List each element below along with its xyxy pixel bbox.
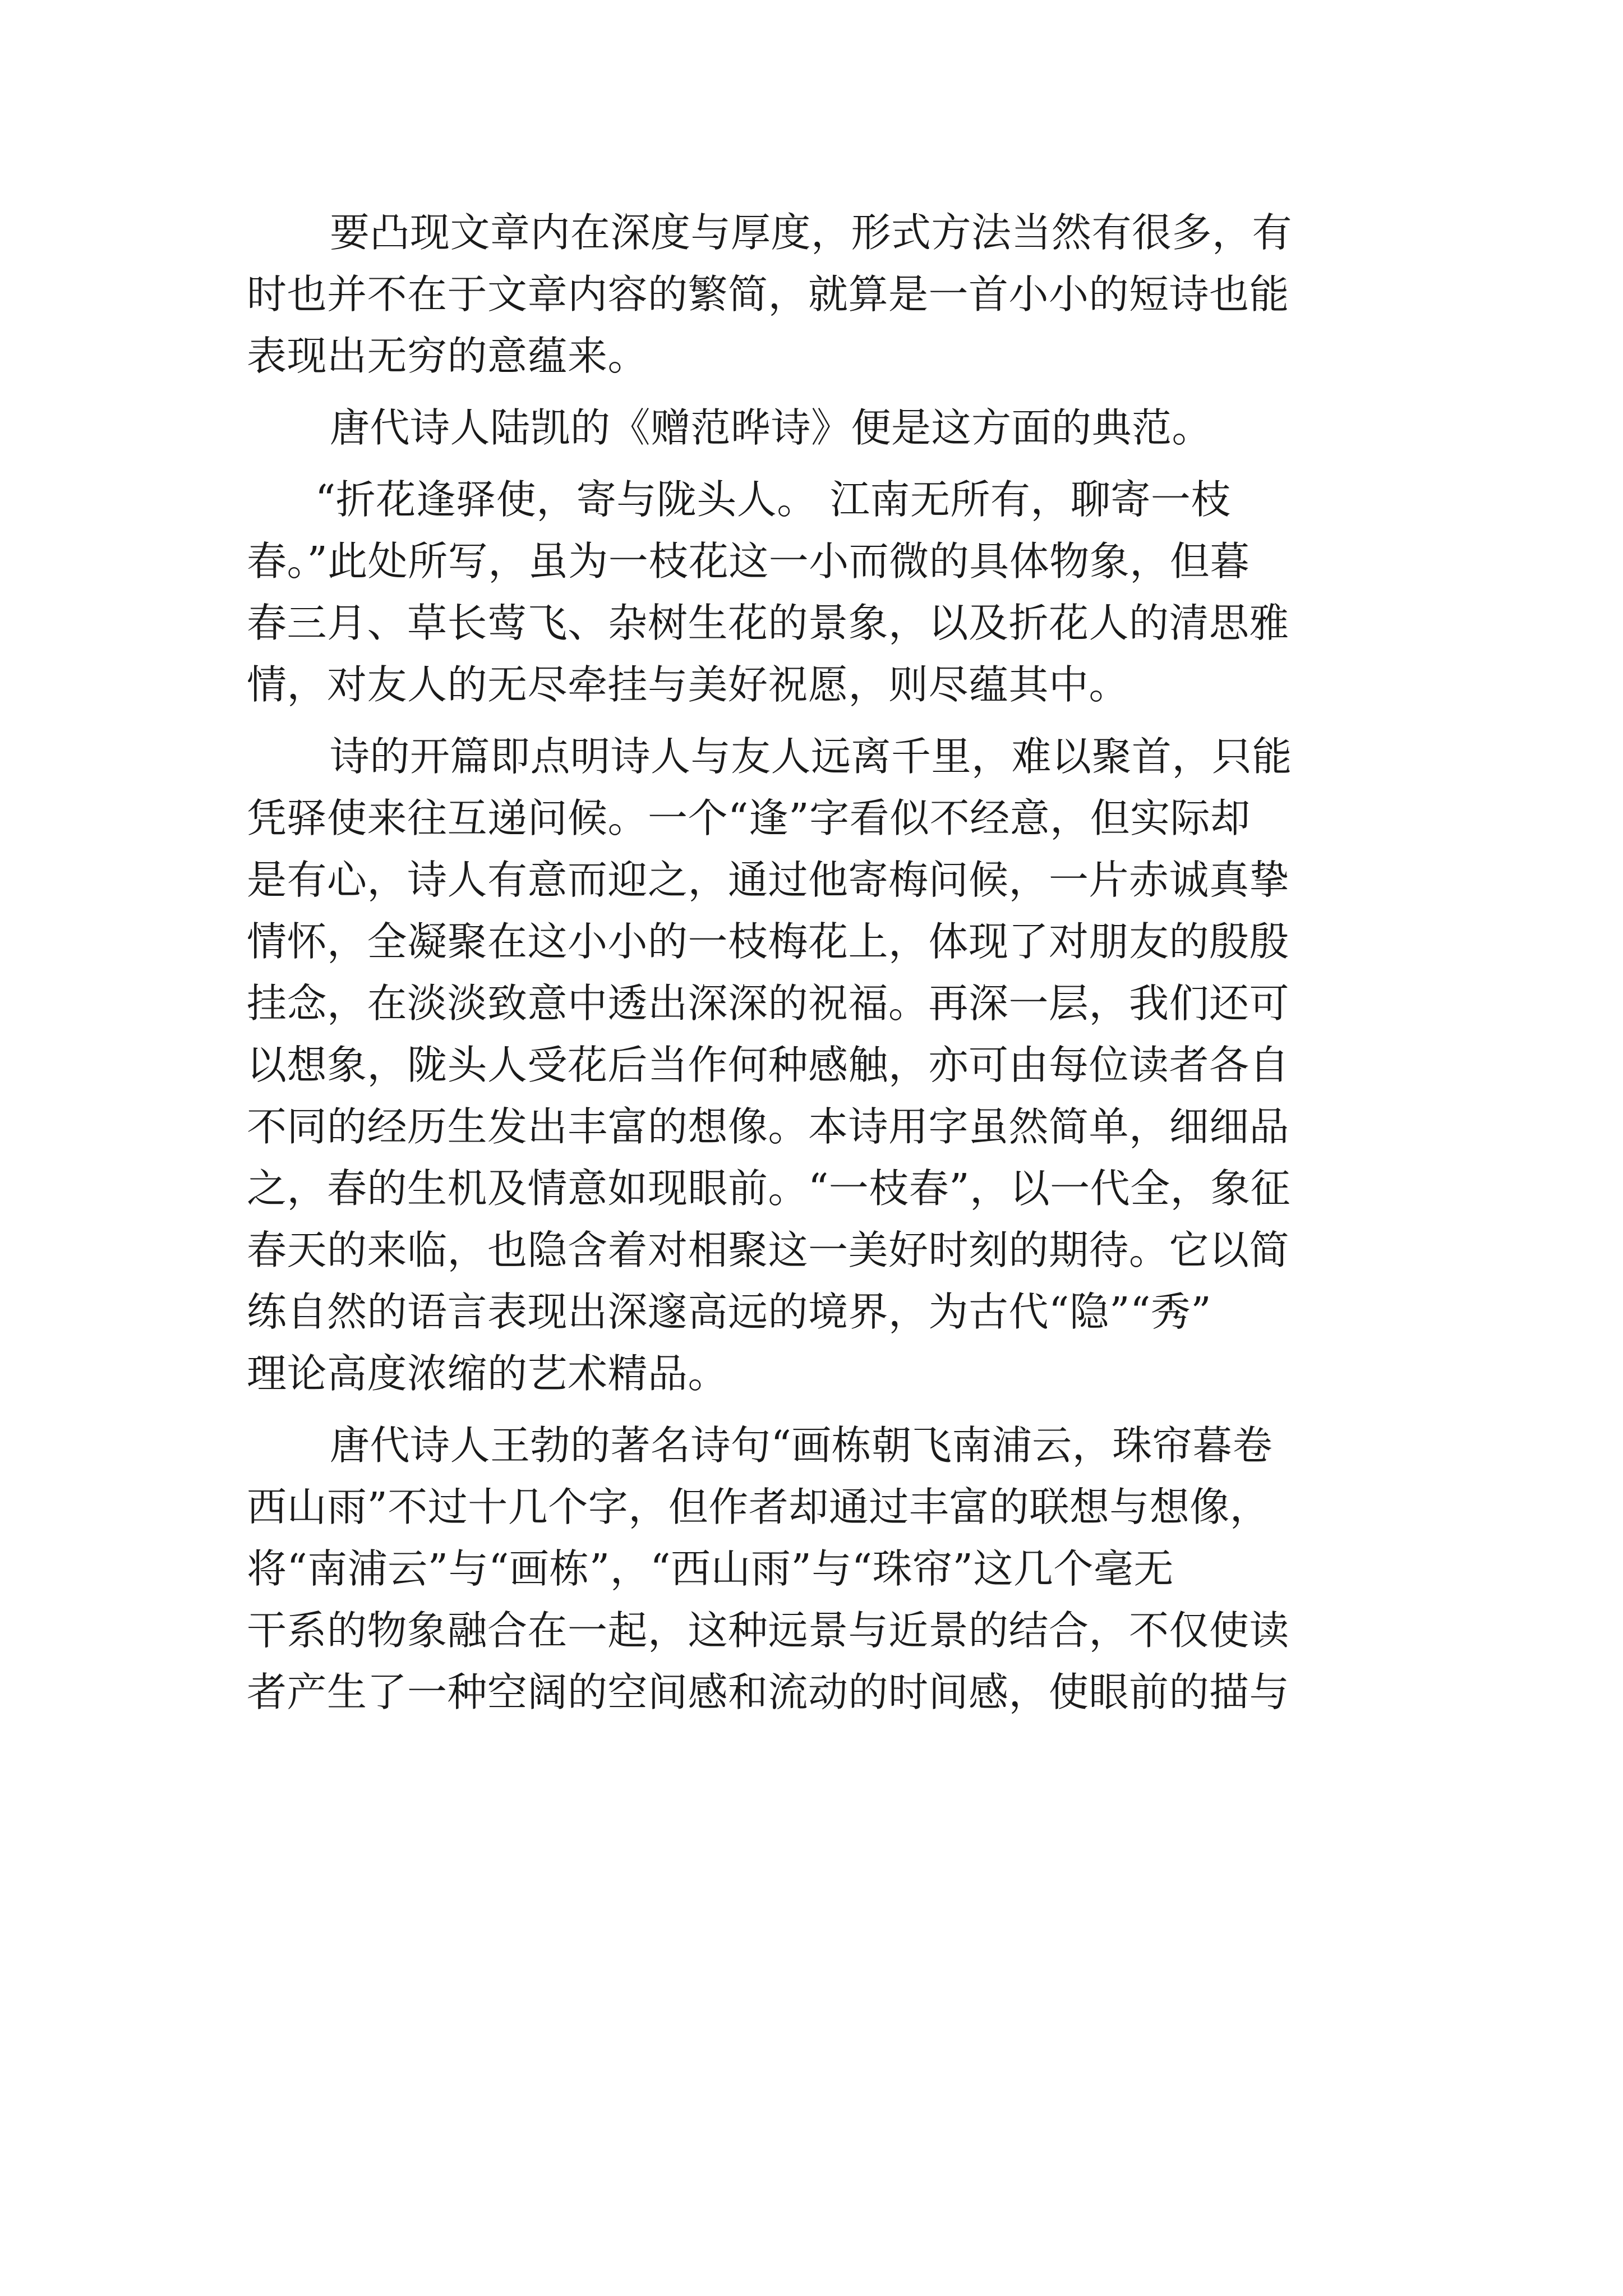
text-line: 不同的经历生发出丰富的想像。本诗用字虽然简单，细细品 [247, 1103, 1290, 1150]
text-line: 要凸现文章内在深度与厚度，形式方法当然有很多，有 [330, 209, 1293, 256]
text-line: 诗的开篇即点明诗人与友人远离千里，难以聚首，只能 [330, 733, 1293, 780]
text-line: 理论高度浓缩的艺术精品。 [247, 1350, 728, 1397]
text-line: 情怀，全凝聚在这小小的一枝梅花上，体现了对朋友的殷殷 [247, 918, 1290, 965]
paragraph-5 [247, 1415, 1380, 1723]
text-line: 春天的来临，也隐含着对相聚这一美好时刻的期待。它以简 [247, 1227, 1290, 1273]
paragraph-4 [247, 726, 1380, 1405]
text-line: 之，春的生机及情意如现眼前。“一枝春”，以一代全，象征 [247, 1165, 1291, 1212]
text-line: 春三月、草长莺飞、杂树生花的景象，以及折花人的清思雅 [247, 600, 1290, 646]
paragraph-1 [247, 202, 1380, 387]
text-line: 者产生了一种空阔的空间感和流动的时间感，使眼前的描与 [247, 1669, 1290, 1715]
text-line: “折花逢驿使，寄与陇头人。 江南无所有，聊寄一枝 [315, 476, 1231, 523]
paragraph-3 [247, 469, 1380, 716]
text-line: 唐代诗人陆凯的《赠范晔诗》便是这方面的典范。 [330, 404, 1212, 451]
text-line: 以想象，陇头人受花后当作何种感触，亦可由每位读者各自 [247, 1042, 1290, 1088]
text-line: 练自然的语言表现出深邃高远的境界，为古代“隐”“秀” [247, 1289, 1212, 1335]
document-body [247, 202, 1380, 1733]
text-line: 唐代诗人王勃的著名诗句“画栋朝飞南浦云，珠帘暮卷 [330, 1422, 1273, 1469]
text-line: 凭驿使来往互递问候。一个“逢”字看似不经意，但实际却 [247, 795, 1251, 841]
text-line: 将“南浦云”与“画栋”，“西山雨”与“珠帘”这几个毫无 [247, 1545, 1174, 1592]
text-line: 干系的物象融合在一起，这种远景与近景的结合，不仅使读 [247, 1607, 1290, 1654]
text-line: 表现出无穷的意蕴来。 [247, 333, 648, 379]
text-line: 挂念，在淡淡致意中透出深深的祝福。再深一层，我们还可 [247, 980, 1290, 1027]
text-line: 时也并不在于文章内容的繁简，就算是一首小小的短诗也能 [247, 271, 1290, 318]
text-line: 情，对友人的无尽牵挂与美好祝愿，则尽蕴其中。 [247, 661, 1129, 708]
text-line: 春。”此处所写，虽为一枝花这一小而微的具体物象，但暮 [247, 538, 1250, 585]
paragraph-2 [247, 397, 1380, 459]
text-line: 西山雨”不过十几个字，但作者却通过丰富的联想与想像， [247, 1484, 1270, 1530]
text-line: 是有心，诗人有意而迎之，通过他寄梅问候，一片赤诚真挚 [247, 857, 1290, 903]
